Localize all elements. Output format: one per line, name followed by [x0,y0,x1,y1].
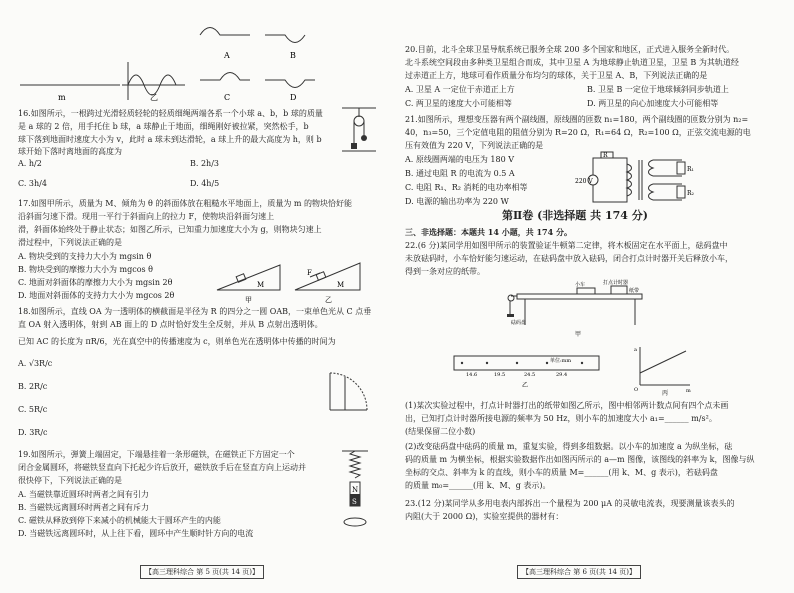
q19-opt-c: C. 磁铁从释放到停下来减小的机械能大于圆环产生的内能 [18,516,221,525]
q20-opt-a: A. 卫星 A 一定位于赤道正上方 [405,85,515,94]
magnet-s-label: S [352,498,357,506]
graph-bing-label: 丙 [662,390,669,397]
q17-opt-b: B. 物块受到的摩擦力大小为 mgcos θ [18,265,153,274]
fig-label-b: B [290,51,296,60]
fig-label-z: 乙 [150,93,158,102]
fig-label-c: C [224,93,231,102]
apparatus-timer-label: 打点计时器 [603,280,629,286]
q18-line3: 已知 AC 的长度为 πR/6，光在真空中的传播速度为 c，则单色光在透明体中传播的时间为 [18,337,336,346]
q22-line1: 22.(6 分)某同学用如图甲所示的装置验证牛顿第二定律，将木板固定在水平面上，砝码盘中 [405,241,728,250]
tape-seg-2: 19.5 [494,372,506,378]
q20-opt-b: B. 卫星 B 一定位于地球倾斜同步轨道上 [587,85,729,94]
q17-line4: 滑过程中，下列说法正确的是 [18,238,122,247]
transformer-v-label: 220 V [575,178,593,185]
tape-seg-4: 29.4 [556,372,568,378]
q22-sub2-line4: 的质量 m₀=______(用 k、M、g 表示)。 [405,481,551,490]
q18-opt-c: C. 5R/c [18,405,48,414]
q20-line1: 20.目前，北斗全球卫星导航系统已服务全球 200 多个国家和地区，正式进入服务全新时代。 [405,45,735,54]
tape-yi-label: 乙 [522,382,529,389]
magnet-spring-figure [340,448,370,533]
apparatus-jia-label: 甲 [575,331,582,338]
q19-opt-d: D. 当磁铁远离圆环时，从上往下看，圆环中产生顺时针方向的电流 [18,529,254,538]
q20-opt-d: D. 两卫星的向心加速度大小可能相等 [587,99,719,108]
graph-a-label: a [634,347,637,353]
q16-opt-d: D. 4h/5 [190,179,220,188]
q22-sub1-line2: 出，已知打点计时器所接电源的频率为 50 Hz，则小车的加速度大小 a₁=______ m/s²。 [405,414,717,423]
q18-line2: 直 OA 射入透明体，射到 AB 面上的 D 点时恰好发生全反射，并从 B 点射出透明体。 [18,320,323,329]
q17-opt-a: A. 物块受到的支持力大小为 mgsin θ [18,252,152,261]
section-heading: 第Ⅱ卷 (非选择题 共 174 分) [502,209,648,222]
q22-sub2-line1: (2)改变砝码盘中砝码的质量 m，重复实验，得到多组数据。以小车的加速度 a 为纵坐标，砝 [405,442,733,451]
fig-label-d: D [290,93,297,102]
q20-line2: 北斗系统空间段由多种类卫星组合而成，其中卫星 A 为地球静止轨道卫星，卫星 B 为其轨道经 [405,58,739,67]
q17-line2: 沿斜面匀速下滑。现用一平行于斜面向上的拉力 F，使物块沿斜面匀速上 [18,212,275,221]
q22-sub1-line3: (结果保留二位小数) [405,427,476,436]
q17-line1: 17.如图甲所示，质量为 M、倾角为 θ 的斜面体放在粗糙水平地面上，质量为 m 的物块恰好能 [18,199,353,208]
q17-opt-d: D. 地面对斜面体的支持力大小为 mgcos 2θ [18,291,175,300]
q19-line1: 19.如图所示，弹簧上端固定，下端悬挂着一条形磁铁，在磁铁正下方固定一个 [18,450,295,459]
q18-line1: 18.如图所示，直线 OA 为一透明体的横截面是半径为 R 的四分之一圆 OAB，一束单色光从 C 点垂 [18,307,372,316]
transformer-r-label: R [603,152,608,159]
q22-sub2-line3: 坐标的交点、斜率为 k 的直线，则小车的质量 M=______(用 k、M、g 表示)，若砝码盘 [405,468,718,477]
magnet-n-label: N [352,486,359,494]
q20-line3: 过赤道正上方，地球可看作质量分布均匀的球体，关于卫星 A、B，下列说法正确的是 [405,71,708,80]
q21-opt-b: B. 通过电阻 R 的电流为 0.5 A [405,169,515,178]
q22-sub1-line1: (1)某次实验过程中，打点计时器打出的纸带如图乙所示，图中相邻两计数点间有四个点未画 [405,401,729,410]
q16-opt-c: C. 3h/4 [18,179,47,188]
section-note: 三、非选择题：本题共 14 小题，共 174 分。 [405,227,572,237]
q23-line2: 内阻(大于 2000 Ω)，实验室提供的器材有： [405,512,564,521]
apparatus-weight-label: 砝码盘 [511,320,527,326]
tape-figure [452,350,602,390]
transformer-figure [575,150,697,210]
q16-opt-b: B. 2h/3 [190,159,219,168]
q21-line1: 21.如图所示，理想变压器有两个副线圈，原线圈的匝数 n₁=180，两个副线圈的匝数分别为 n₂= [405,115,749,124]
q20-opt-c: C. 两卫星的速度大小可能相等 [405,99,512,108]
tape-seg-3: 24.5 [524,372,536,378]
q18-opt-d: D. 3R/c [18,428,48,437]
q19-line3: 很快停下，下列说法正确的是 [18,476,122,485]
fig-label-a: A [224,51,230,60]
q17-line3: 滑，斜面体始终处于静止状态；如图乙所示，已知重力加速度大小为 g，则物块匀速上 [18,225,322,234]
wave-figures [0,0,397,100]
incline-m1-label: M [257,281,265,289]
fig-label-m: m [58,93,66,102]
tape-unit: 单位:mm [550,358,572,364]
q22-line3: 得到一条对应的纸带。 [405,267,485,276]
q18-opt-a: A. √3R/c [18,359,53,368]
q19-opt-a: A. 当磁铁靠近圆环时两者之间有引力 [18,490,149,499]
q23-line1: 23.(12 分)某同学从多用电表内部拆出一个量程为 200 μA 的灵敏电流表，现要测量该表头的 [405,499,735,508]
q17-opt-c: C. 地面对斜面体的摩擦力大小为 mgsin 2θ [18,278,173,287]
quarter-circle-figure [325,365,370,415]
q21-line3: 压有效值为 220 V，下列说法正确的是 [405,141,544,150]
q21-line2: 40，n₃=50，三个定值电阻的阻值分别为 R=20 Ω，R₁=64 Ω，R₂=100 Ω，正弦交流电源的电 [405,128,751,137]
q21-opt-d: D. 电源的输出功率为 220 W [405,197,509,206]
incline-jia-label: 甲 [245,296,252,304]
left-footer: 【高三理科综合 第 5 页(共 14 页)】 [140,565,264,579]
transformer-r2-label: R₂ [687,190,694,197]
am-graph [632,345,692,395]
q16-line1: 16.如图所示，一根跨过光滑轻质轻轮的轻质细绳两端各系一个小球 a、b，b 球的质量 [18,109,323,118]
q22-line2: 未放砝码时，小车恰好能匀速运动，在砝码盘中放入砝码，闭合打点计时器开关后释放小车， [405,254,733,263]
apparatus-cart-label: 小车 [575,282,586,288]
q19-line2: 闭合金属圆环，将磁铁竖直向下托起少许后放开，磁铁放手后在竖直方向上运动并 [18,463,306,472]
q21-opt-c: C. 电阻 R₁、R₂ 消耗的电功率相等 [405,183,528,192]
q19-opt-b: B. 当磁铁远离圆环时两者之间有斥力 [18,503,149,512]
incline-figure [215,255,365,305]
q22-sub2-line2: 码的质量 m 为横坐标，根据实验数据作出如图丙所示的 a—m 图像，该图线的斜率为 k，图像与纵 [405,455,755,464]
pulley-figure [340,105,380,155]
apparatus-tape-label: 纸带 [629,288,640,294]
incline-f-label: F [307,269,312,277]
q16-line3: 球下落到地面时速度大小为 v，此时 a 球未到达滑轮，a 球上升的最大高度为 h，则 b 球开始下落时离地面的高度为 [18,135,322,156]
q16-opt-a: A. h/2 [18,159,42,168]
apparatus-figure [507,280,647,340]
graph-o-label: O [634,387,639,393]
incline-m2-label: M [337,281,345,289]
q18-opt-b: B. 2R/c [18,382,48,391]
transformer-r1-label: R₁ [687,166,694,173]
graph-m-label: m [686,388,691,394]
tape-seg-1: 14.6 [466,372,478,378]
q21-opt-a: A. 原线圈两端的电压为 180 V [405,155,514,164]
right-footer: 【高三理科综合 第 6 页(共 14 页)】 [517,565,641,579]
q16-line2: 是 a 球的 2 倍，用手托住 b 球，a 球静止于地面，细绳刚好被拉紧，突然松手，b [18,122,309,131]
incline-yi-label: 乙 [325,296,332,304]
right-page [397,0,794,593]
